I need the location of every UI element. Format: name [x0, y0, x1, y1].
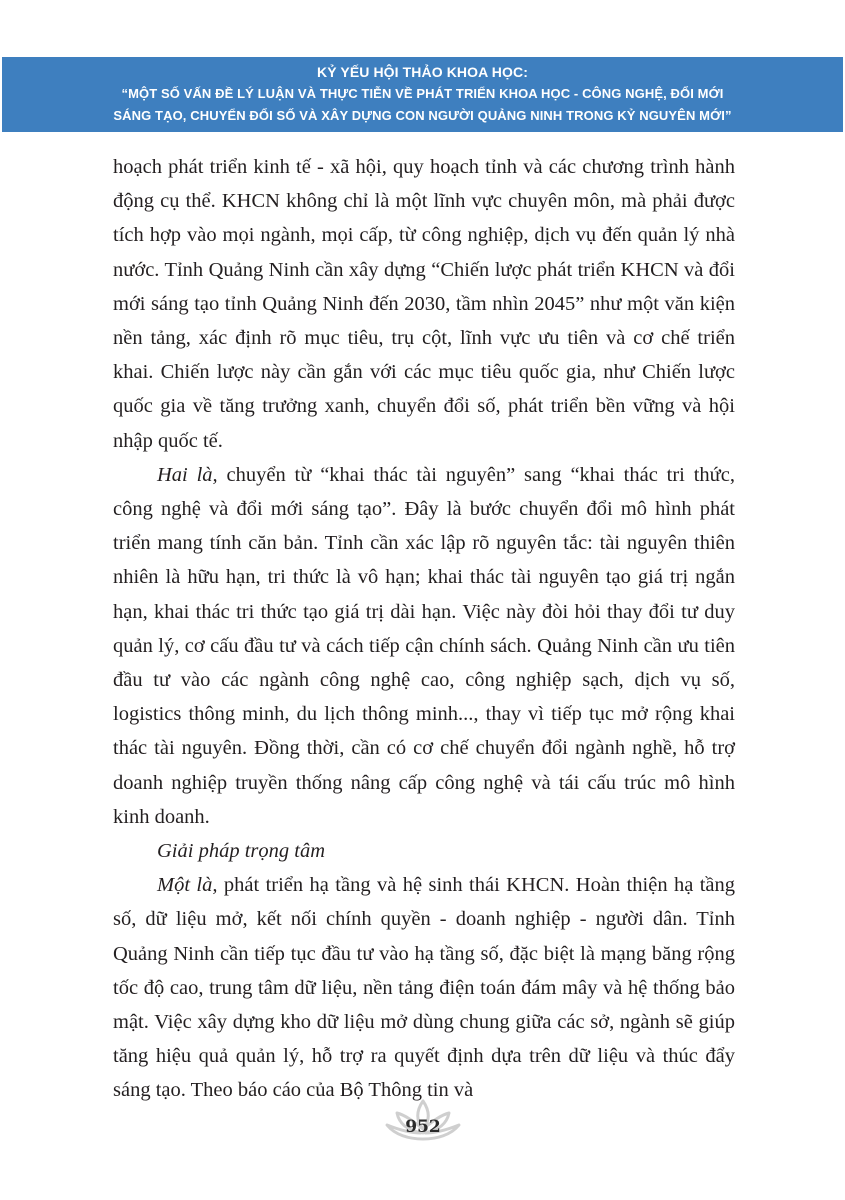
paragraph-3-text: phát triển hạ tầng và hệ sinh thái KHCN. Hoàn thiện hạ tầng số, dữ liệu mở, kết nối chính quyền - doanh nghiệp - người dân. Tỉnh Quảng Ninh cần tiếp tục đầu tư vào hạ tầng số, đặc biệt là mạng băng rộng tốc độ cao, trung tâm dữ liệu, nền tảng điện toán đám mây và hệ thống bảo mật. Việc xây dựng kho dữ liệu mở dùng chung giữa các sở, ngành sẽ giúp tăng hiệu quả quản lý, hỗ trợ ra quyết định dựa trên dữ liệu và thúc đẩy sáng tạo. Theo báo cáo của Bộ Thông tin và [113, 874, 735, 1102]
body-text [113, 150, 735, 1108]
paragraph-1: hoạch phát triển kinh tế - xã hội, quy hoạch tỉnh và các chương trình hành động cụ thể. KHCN không chỉ là một lĩnh vực chuyên môn, mà phải được tích hợp vào mọi ngành, mọi cấp, từ công nghiệp, dịch vụ đến quản lý nhà nước. Tỉnh Quảng Ninh cần xây dựng “Chiến lược phát triển KHCN và đổi mới sáng tạo tỉnh Quảng Ninh đến 2030, tầm nhìn 2045” như một văn kiện nền tảng, xác định rõ mục tiêu, trụ cột, lĩnh vực ưu tiên và cơ chế triển khai. Chiến lược này cần gắn với các mục tiêu quốc gia, như Chiến lược quốc gia về tăng trưởng xanh, chuyển đổi số, phát triển bền vững và hội nhập quốc tế. [113, 156, 735, 452]
header-banner [2, 57, 843, 132]
proceedings-title: KỶ YẾU HỘI THẢO KHOA HỌC: [317, 64, 528, 80]
paragraph-2 [113, 458, 735, 834]
paragraph-3-lead: Một là, [157, 874, 218, 897]
paragraph-3 [113, 868, 735, 1107]
paragraph-2-text: chuyển từ “khai thác tài nguyên” sang “khai thác tri thức, công nghệ và đổi mới sáng tạo”. Đây là bước chuyển đổi mô hình phát triển mang tính căn bản. Tỉnh cần xác lập rõ nguyên tắc: tài nguyên thiên nhiên là hữu hạn, tri thức là vô hạn; khai thác tài nguyên tạo giá trị ngắn hạn, khai thác tri thức tạo giá trị dài hạn. Việc này đòi hỏi thay đổi tư duy quản lý, cơ cấu đầu tư và cách tiếp cận chính sách. Quảng Ninh cần ưu tiên đầu tư vào các ngành công nghệ cao, công nghiệp sạch, dịch vụ số, logistics thông minh, du lịch thông minh..., thay vì tiếp tục mở rộng khai thác tài nguyên. Đồng thời, cần có cơ chế chuyển đổi ngành nghề, hỗ trợ doanh nghiệp truyền thống nâng cấp công nghệ và tái cấu trúc mô hình kinh doanh. [113, 463, 735, 828]
conference-title-line-1: “MỘT SỐ VẤN ĐỀ LÝ LUẬN VÀ THỰC TIỄN VỀ PHÁT TRIỂN KHOA HỌC - CÔNG NGHỆ, ĐỔI MỚI [121, 86, 724, 101]
page-number: 952 [405, 1117, 441, 1137]
conference-title-line-2: SÁNG TẠO, CHUYỂN ĐỔI SỐ VÀ XÂY DỰNG CON NGƯỜI QUẢNG NINH TRONG KỶ NGUYÊN MỚI” [113, 108, 732, 123]
section-heading-text: Giải pháp trọng tâm [157, 840, 325, 863]
section-heading [113, 834, 735, 868]
paragraph-2-lead: Hai là, [157, 463, 218, 486]
page-footer [383, 1097, 463, 1147]
